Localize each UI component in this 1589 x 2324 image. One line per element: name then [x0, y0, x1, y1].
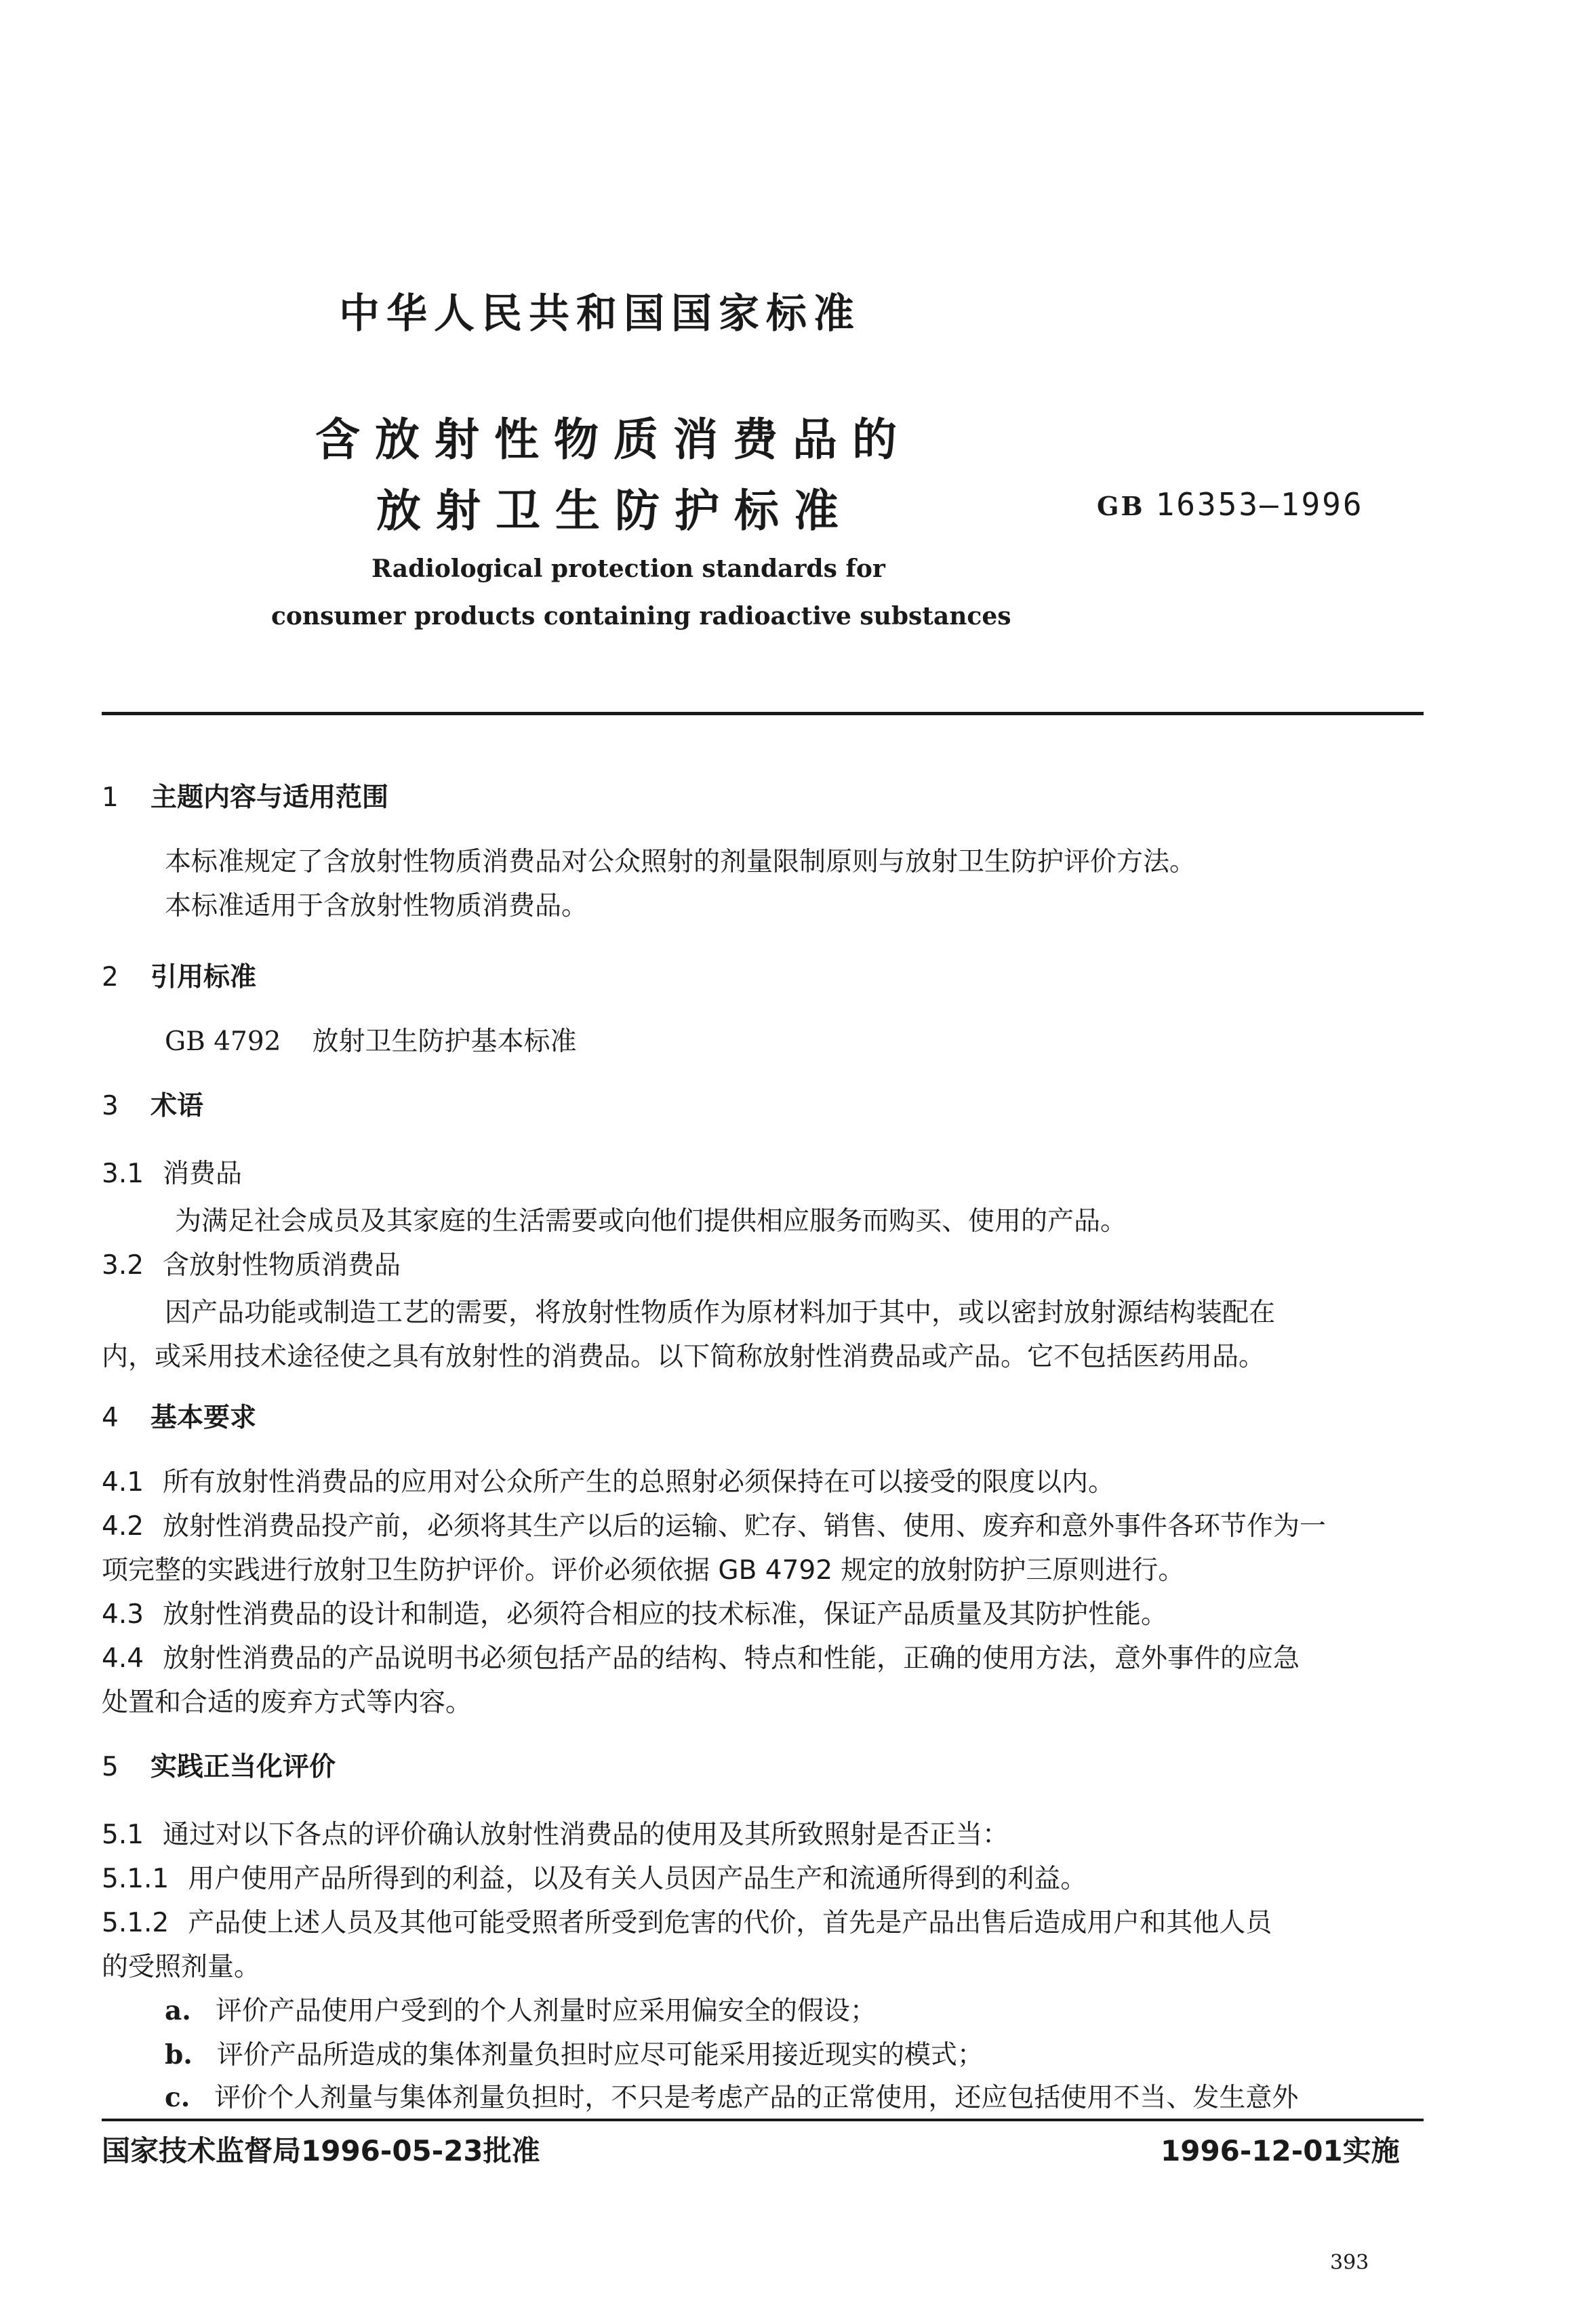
- section-2-heading: [102, 956, 256, 994]
- english-title-line-2: consumer products containing radioactive substances: [271, 602, 1011, 630]
- list-item-a: [165, 1990, 877, 2028]
- clause-5-1-2: [102, 1902, 1272, 1940]
- section-number: 2: [102, 962, 119, 993]
- clause-title: 含放射性物质消费品: [163, 1250, 401, 1281]
- clause-text: 用户使用产品所得到的利益，以及有关人员因产品生产和流通所得到的利益。: [188, 1864, 1087, 1894]
- standard-code-prefix: GB: [1097, 491, 1145, 521]
- clause-3-1: [102, 1153, 242, 1190]
- clause-5-1-1: [102, 1858, 1087, 1896]
- implementation-date: 1996-12-01实施: [1161, 2134, 1400, 2167]
- reference-code: GB 4792: [165, 1026, 281, 1057]
- paragraph: 本标准规定了含放射性物质消费品对公众照射的剂量限制原则与放射卫生防护评价方法。: [165, 847, 1196, 877]
- section-title: 术语: [150, 1091, 204, 1121]
- clause-number: 4.4: [102, 1643, 144, 1674]
- list-item-b: [165, 2034, 984, 2072]
- paragraph: 为满足社会成员及其家庭的生活需要或向他们提供相应服务而购买、使用的产品。: [175, 1206, 1127, 1237]
- reference-title: 放射卫生防护基本标准: [312, 1026, 577, 1057]
- section-title: 引用标准: [150, 962, 257, 993]
- approval-info: 国家技术监督局1996-05-23批准: [102, 2134, 540, 2167]
- paragraph: 内，或采用技术途径使之具有放射性的消费品。以下简称放射性消费品或产品。它不包括医药用品。: [102, 1342, 1266, 1372]
- paragraph: 本标准适用于含放射性物质消费品。: [165, 891, 588, 921]
- section-title: 实践正当化评价: [150, 1752, 336, 1782]
- list-text: 评价产品所造成的集体剂量负担时应尽可能采用接近现实的模式；: [216, 2040, 984, 2070]
- title-line-1: 含放射性物质消费品的: [315, 414, 912, 466]
- paragraph: 处置和合适的废弃方式等内容。: [102, 1687, 472, 1718]
- standard-code: [1097, 486, 1364, 523]
- list-text: 评价产品使用户受到的个人剂量时应采用偏安全的假设；: [215, 1996, 877, 2026]
- list-label: b.: [165, 2039, 193, 2070]
- section-number: 5: [102, 1752, 119, 1782]
- clause-number: 4.3: [102, 1599, 144, 1630]
- section-number: 4: [102, 1403, 119, 1433]
- clause-4-1: [102, 1461, 1114, 1499]
- clause-text: 放射性消费品的产品说明书必须包括产品的结构、特点和性能，正确的使用方法，意外事件的应急: [163, 1643, 1300, 1674]
- header-divider: [102, 712, 1424, 715]
- footer-divider: [102, 2119, 1424, 2121]
- section-1-heading: [102, 776, 388, 814]
- section-number: 1: [102, 782, 119, 813]
- section-4-heading: [102, 1397, 256, 1435]
- paragraph: 因产品功能或制造工艺的需要，将放射性物质作为原材料加于其中，或以密封放射源结构装配在: [165, 1298, 1276, 1328]
- paragraph: 项完整的实践进行放射卫生防护评价。评价必须依据 GB 4792 规定的放射防护三原则进行。: [102, 1555, 1185, 1586]
- clause-4-4: [102, 1637, 1300, 1675]
- reference-item: [165, 1020, 576, 1058]
- section-number: 3: [102, 1091, 119, 1121]
- clause-4-2: [102, 1505, 1326, 1543]
- clause-number: 3.1: [102, 1159, 144, 1189]
- clause-number: 4.1: [102, 1467, 144, 1498]
- list-text: 评价个人剂量与集体剂量负担时，不只是考虑产品的正常使用，还应包括使用不当、发生意外: [214, 2083, 1299, 2113]
- paragraph: 的受照剂量。: [102, 1952, 261, 1982]
- section-5-heading: [102, 1746, 336, 1784]
- page-number: 393: [1330, 2251, 1369, 2275]
- title-line-2: 放射卫生防护标准: [376, 485, 853, 537]
- clause-text: 放射性消费品的设计和制造，必须符合相应的技术标准，保证产品质量及其防护性能。: [163, 1599, 1168, 1630]
- clause-text: 放射性消费品投产前，必须将其生产以后的运输、贮存、销售、使用、废弃和意外事件各环节作为一: [163, 1511, 1327, 1542]
- clause-4-3: [102, 1593, 1167, 1631]
- list-label: c.: [165, 2082, 190, 2113]
- clause-text: 所有放射性消费品的应用对公众所产生的总照射必须保持在可以接受的限度以内。: [163, 1467, 1115, 1498]
- clause-number: 3.2: [102, 1250, 144, 1281]
- list-label: a.: [165, 1995, 191, 2026]
- clause-3-2: [102, 1244, 401, 1282]
- clause-number: 5.1.2: [102, 1908, 169, 1938]
- clause-number: 4.2: [102, 1511, 144, 1542]
- clause-text: 产品使上述人员及其他可能受照者所受到危害的代价，首先是产品出售后造成用户和其他人员: [188, 1908, 1272, 1938]
- clause-5-1: [102, 1814, 1009, 1851]
- section-title: 主题内容与适用范围: [150, 782, 389, 813]
- clause-text: 通过对以下各点的评价确认放射性消费品的使用及其所致照射是否正当：: [163, 1820, 1009, 1850]
- english-title-line-1: Radiological protection standards for: [371, 555, 885, 583]
- clause-title: 消费品: [163, 1159, 243, 1189]
- list-item-c: [165, 2077, 1298, 2115]
- section-3-heading: [102, 1085, 203, 1123]
- clause-number: 5.1: [102, 1820, 144, 1850]
- section-title: 基本要求: [150, 1403, 257, 1433]
- standard-type-heading: 中华人民共和国国家标准: [339, 290, 861, 338]
- standard-code-number: 16353—1996: [1155, 486, 1364, 523]
- clause-number: 5.1.1: [102, 1864, 169, 1894]
